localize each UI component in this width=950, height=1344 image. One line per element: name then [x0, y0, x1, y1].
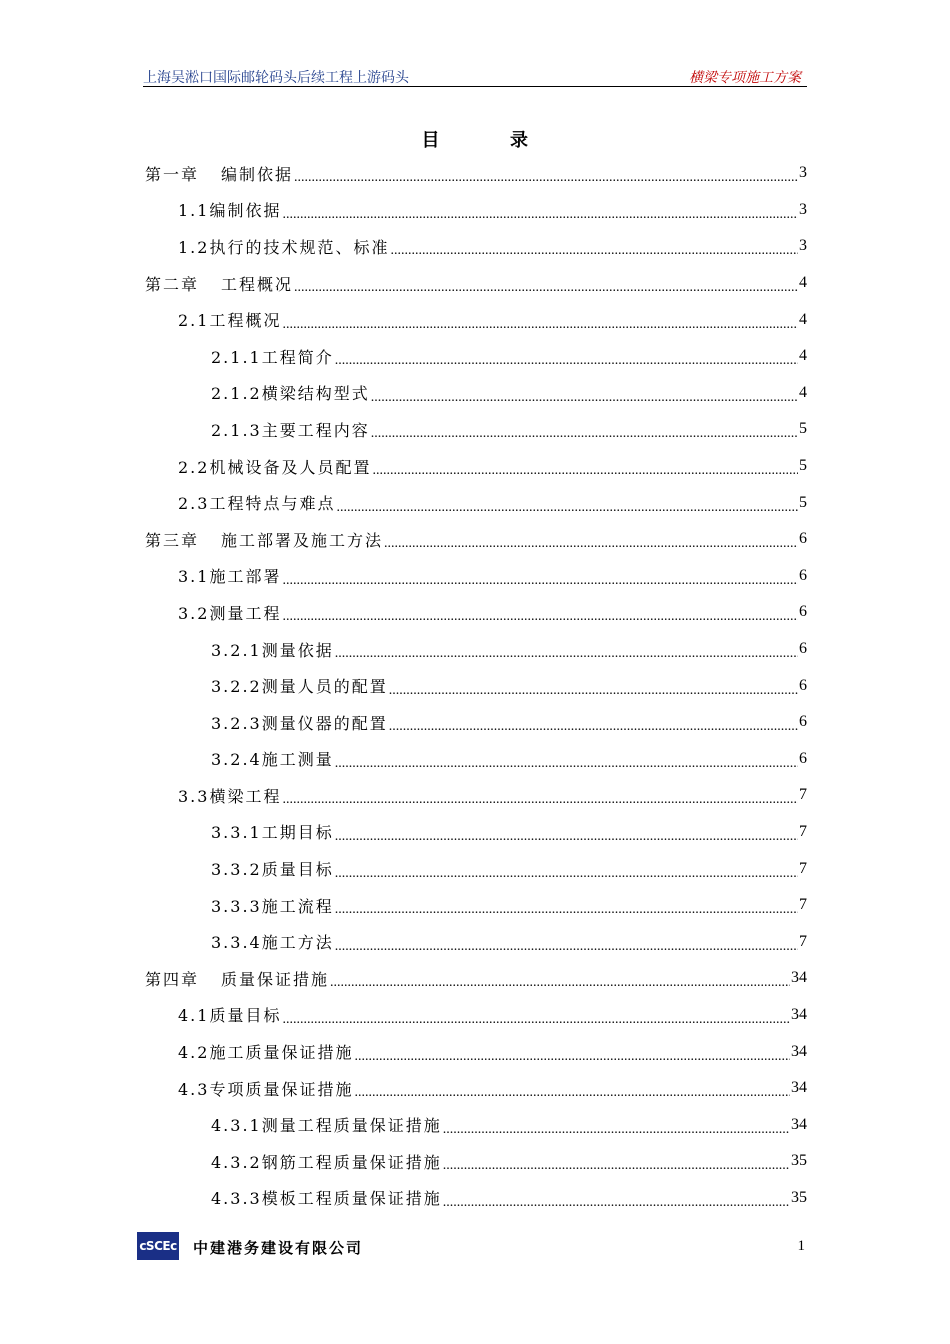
toc-entry[interactable] — [145, 814, 807, 851]
page-header — [143, 64, 807, 87]
toc-entry-label — [178, 235, 389, 258]
toc-entry-page: 6 — [799, 530, 807, 548]
toc-entry-title: 施工测量 — [261, 750, 334, 770]
toc-entry-leader — [282, 573, 798, 589]
toc-entry-number: 3.3.1 — [211, 823, 262, 843]
toc-entry-page: 4 — [799, 310, 807, 328]
toc-entry[interactable] — [145, 1143, 807, 1180]
toc-entry-page: 34 — [791, 1042, 807, 1060]
toc-entry-title: 施工部署 — [209, 567, 282, 587]
toc-entry[interactable] — [145, 155, 807, 192]
toc-entry-page: 6 — [799, 566, 807, 584]
toc-entry-leader — [371, 390, 798, 406]
toc-entry-title: 工程特点与难点 — [209, 494, 336, 514]
toc-entry-page: 3 — [799, 200, 807, 218]
toc-entry-title: 工程概况 — [209, 311, 282, 331]
toc-entry-page: 34 — [791, 1115, 807, 1133]
toc-entry-label — [178, 198, 281, 221]
page-footer — [137, 1232, 807, 1264]
toc-entry-title: 测量工程质量保证措施 — [261, 1116, 442, 1136]
toc-entry-number: 4.3.3 — [211, 1189, 262, 1209]
toc-entry-leader — [354, 1049, 790, 1065]
toc-entry[interactable] — [145, 997, 807, 1034]
toc-entry-leader — [282, 609, 798, 625]
toc-entry[interactable] — [145, 667, 807, 704]
toc-entry-number: 第二章 — [145, 274, 200, 294]
toc-entry-page: 3 — [799, 164, 807, 182]
toc-entry-page: 34 — [791, 969, 807, 987]
toc-entry-leader — [335, 646, 798, 662]
toc-entry-number: 2.3 — [178, 494, 210, 514]
toc-entry-number: 4.1 — [178, 1006, 210, 1026]
toc-entry-number: 第四章 — [145, 969, 200, 989]
toc-entry-page: 7 — [799, 896, 807, 914]
toc-entry-label — [145, 967, 329, 990]
toc-entry-label — [145, 272, 293, 295]
toc-entry-title: 机械设备及人员配置 — [209, 457, 372, 477]
toc-entry-title: 施工质量保证措施 — [209, 1043, 354, 1063]
toc-entry-number: 2.1.3 — [211, 420, 262, 440]
toc-entry-page: 6 — [799, 603, 807, 621]
toc-entry-label — [178, 491, 335, 514]
toc-entry-label — [211, 418, 370, 441]
toc-entry-number: 3.2 — [178, 603, 210, 623]
toc-entry[interactable] — [145, 594, 807, 631]
toc-entry-label — [178, 564, 281, 587]
toc-entry-page: 6 — [799, 640, 807, 658]
company-logo — [137, 1232, 179, 1260]
toc-entry[interactable] — [145, 1106, 807, 1143]
toc-entry-page: 7 — [799, 932, 807, 950]
toc-entry-leader — [282, 1012, 790, 1028]
toc-entry[interactable] — [145, 741, 807, 778]
toc-entry-label — [211, 857, 334, 880]
toc-entry-page: 35 — [791, 1188, 807, 1206]
table-of-contents — [145, 155, 807, 1216]
toc-entry-label — [178, 455, 371, 478]
toc-entry-leader — [335, 756, 798, 772]
toc-entry-number: 3.3 — [178, 786, 210, 806]
toc-entry[interactable] — [145, 228, 807, 265]
toc-entry-label — [211, 638, 334, 661]
toc-entry-page: 4 — [799, 347, 807, 365]
toc-entry-title: 编制依据 — [209, 201, 282, 221]
toc-entry-number: 1.1 — [178, 201, 210, 221]
toc-entry-number: 2.2 — [178, 457, 210, 477]
toc-entry-title: 编制依据 — [221, 164, 294, 184]
toc-heading-part2: 录 — [510, 130, 529, 151]
toc-entry[interactable] — [145, 375, 807, 412]
toc-entry-number: 3.1 — [178, 567, 210, 587]
toc-entry-label — [211, 930, 334, 953]
toc-entry-title: 测量依据 — [261, 640, 334, 660]
toc-entry-leader — [294, 170, 798, 186]
toc-entry-number: 1.2 — [178, 237, 210, 257]
toc-entry-leader — [294, 280, 798, 296]
toc-entry-number: 2.1 — [178, 311, 210, 331]
toc-entry-label — [211, 894, 334, 917]
toc-entry-page: 4 — [799, 383, 807, 401]
toc-heading — [0, 126, 950, 152]
toc-entry[interactable] — [145, 960, 807, 997]
toc-entry-leader — [282, 207, 798, 223]
toc-entry-page: 7 — [799, 859, 807, 877]
toc-entry-label — [178, 601, 281, 624]
toc-entry[interactable] — [145, 704, 807, 741]
toc-entry-leader — [389, 719, 798, 735]
toc-entry-title: 横梁工程 — [209, 786, 282, 806]
toc-entry-title: 工程概况 — [221, 274, 294, 294]
toc-entry-number: 4.2 — [178, 1043, 210, 1063]
toc-entry-page: 4 — [799, 274, 807, 292]
toc-entry-number: 3.3.2 — [211, 860, 262, 880]
toc-entry[interactable] — [145, 411, 807, 448]
toc-entry[interactable] — [145, 850, 807, 887]
toc-entry-number: 3.3.3 — [211, 896, 262, 916]
document-title: 横梁专项施工方案 — [689, 70, 801, 86]
toc-entry-label — [211, 1113, 442, 1136]
toc-entry-page: 5 — [799, 493, 807, 511]
toc-entry-page: 3 — [799, 237, 807, 255]
toc-entry-title: 质量保证措施 — [221, 969, 330, 989]
toc-entry[interactable] — [145, 338, 807, 375]
toc-entry-number: 2.1.2 — [211, 384, 262, 404]
toc-entry[interactable] — [145, 521, 807, 558]
toc-entry-number: 3.2.1 — [211, 640, 262, 660]
toc-entry-label — [145, 162, 293, 185]
toc-entry-title: 质量目标 — [209, 1006, 282, 1026]
toc-entry-title: 执行的技术规范、标准 — [209, 237, 390, 257]
toc-entry[interactable] — [145, 1070, 807, 1107]
toc-entry-number: 3.3.4 — [211, 933, 262, 953]
toc-entry-leader — [443, 1122, 790, 1138]
toc-entry-label — [178, 1003, 281, 1026]
page-number: 1 — [797, 1238, 805, 1254]
toc-entry[interactable] — [145, 923, 807, 960]
toc-entry[interactable] — [145, 484, 807, 521]
company-name: 中建港务建设有限公司 — [193, 1239, 364, 1257]
toc-entry-title: 主要工程内容 — [261, 420, 370, 440]
toc-entry[interactable] — [145, 1180, 807, 1217]
toc-entry[interactable] — [145, 631, 807, 668]
toc-entry-number: 2.1.1 — [211, 347, 262, 367]
toc-entry-label — [211, 711, 388, 734]
toc-entry-number: 3.2.3 — [211, 713, 262, 733]
toc-entry-number: 3.2.2 — [211, 677, 262, 697]
toc-entry-page: 35 — [791, 1152, 807, 1170]
toc-entry-title: 施工方法 — [261, 933, 334, 953]
toc-entry-title: 测量人员的配置 — [261, 677, 388, 697]
toc-entry-page: 6 — [799, 713, 807, 731]
toc-entry-title: 工期目标 — [261, 823, 334, 843]
toc-entry-label — [211, 674, 388, 697]
toc-entry-page: 6 — [799, 676, 807, 694]
toc-entry-leader — [384, 536, 798, 552]
toc-entry-title: 横梁结构型式 — [261, 384, 370, 404]
toc-entry-page: 5 — [799, 457, 807, 475]
toc-entry-leader — [282, 792, 798, 808]
toc-entry-leader — [335, 902, 798, 918]
toc-entry-label — [211, 1186, 442, 1209]
toc-entry-leader — [282, 317, 798, 333]
toc-entry-leader — [335, 939, 798, 955]
toc-entry-page: 5 — [799, 420, 807, 438]
toc-entry-page: 34 — [791, 1005, 807, 1023]
toc-entry-page: 34 — [791, 1079, 807, 1097]
toc-entry-label — [211, 1150, 442, 1173]
toc-entry-title: 施工流程 — [261, 896, 334, 916]
toc-entry-leader — [372, 463, 798, 479]
toc-entry-label — [178, 784, 281, 807]
toc-entry-number: 第三章 — [145, 530, 200, 550]
toc-entry[interactable] — [145, 558, 807, 595]
toc-entry[interactable] — [145, 265, 807, 302]
toc-entry-number: 3.2.4 — [211, 750, 262, 770]
toc-entry-title: 钢筋工程质量保证措施 — [261, 1152, 442, 1172]
toc-entry-label — [211, 747, 334, 770]
toc-entry-title: 专项质量保证措施 — [209, 1079, 354, 1099]
toc-entry-leader — [335, 353, 798, 369]
toc-entry-number: 第一章 — [145, 164, 200, 184]
toc-entry-title: 模板工程质量保证措施 — [261, 1189, 442, 1209]
toc-entry-leader — [330, 975, 790, 991]
toc-entry-label — [178, 308, 281, 331]
toc-entry[interactable] — [145, 777, 807, 814]
toc-entry-leader — [336, 500, 798, 516]
toc-entry[interactable] — [145, 1033, 807, 1070]
toc-entry-leader — [390, 243, 798, 259]
toc-entry[interactable] — [145, 887, 807, 924]
toc-entry-label — [211, 345, 334, 368]
toc-entry-label — [211, 381, 370, 404]
toc-entry-leader — [335, 829, 798, 845]
toc-entry-label — [211, 820, 334, 843]
toc-entry-page: 7 — [799, 822, 807, 840]
project-name: 上海吴淞口国际邮轮码头后续工程上游码头 — [143, 70, 409, 86]
toc-entry-leader — [354, 1085, 790, 1101]
toc-entry[interactable] — [145, 192, 807, 229]
toc-entry-page: 7 — [799, 786, 807, 804]
toc-entry-label — [178, 1040, 353, 1063]
company-logo-text: cSCEc — [139, 1239, 177, 1253]
toc-heading-part1: 目 — [421, 130, 440, 151]
toc-entry-label — [178, 1077, 353, 1100]
toc-entry-title: 质量目标 — [261, 860, 334, 880]
toc-entry-number: 4.3 — [178, 1079, 210, 1099]
toc-entry-leader — [443, 1158, 790, 1174]
toc-entry[interactable] — [145, 448, 807, 485]
toc-entry-title: 施工部署及施工方法 — [221, 530, 384, 550]
toc-entry-leader — [371, 426, 798, 442]
toc-entry-leader — [389, 683, 798, 699]
toc-entry-title: 工程简介 — [261, 347, 334, 367]
toc-entry-title: 测量工程 — [209, 603, 282, 623]
toc-entry-label — [145, 528, 383, 551]
toc-entry-number: 4.3.1 — [211, 1116, 262, 1136]
toc-entry-leader — [443, 1195, 790, 1211]
toc-entry-title: 测量仪器的配置 — [261, 713, 388, 733]
toc-entry-number: 4.3.2 — [211, 1152, 262, 1172]
toc-entry[interactable] — [145, 301, 807, 338]
toc-entry-leader — [335, 866, 798, 882]
toc-entry-page: 6 — [799, 749, 807, 767]
